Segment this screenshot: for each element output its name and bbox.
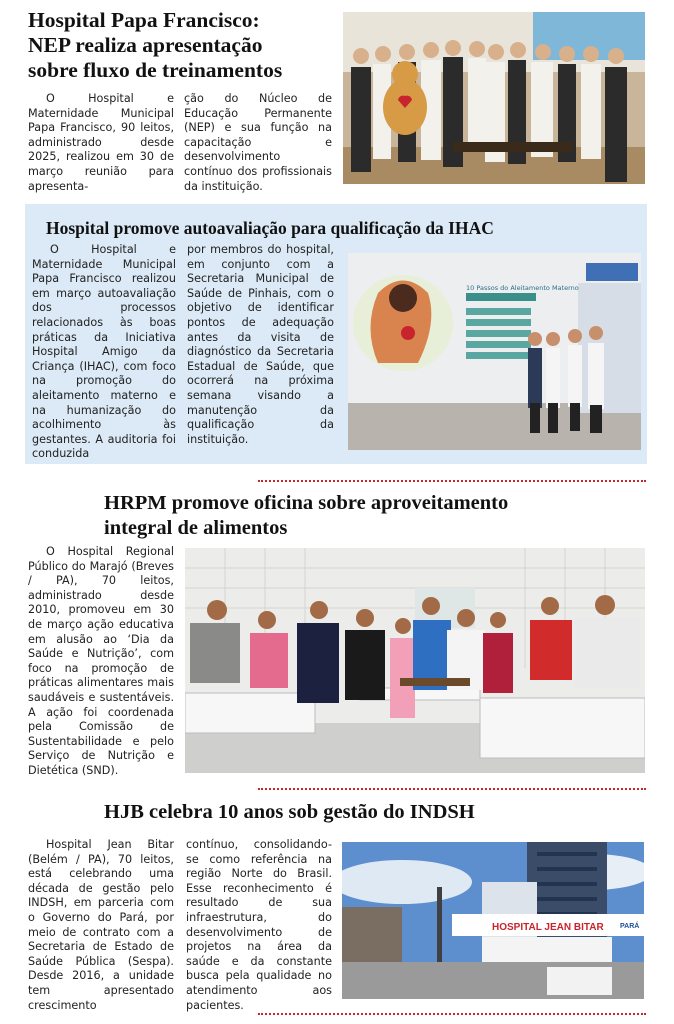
article4-title: HJB celebra 10 anos sob gestão do INDSH (104, 801, 475, 823)
article4-sign-brand: PARÁ (620, 923, 640, 930)
article4-divider (258, 1013, 646, 1015)
article2-divider (258, 480, 646, 482)
article3-title (104, 491, 644, 541)
article3-title-line1: HRPM promove oficina sobre aproveitamento (104, 492, 509, 514)
article2-title: Hospital promove autoavaliação para qualificação da IHAC (46, 218, 494, 238)
article2-text-col2: por membros do hospital, em conjunto com a Secretaria Municipal de Saúde de Pinhais, com o objetivo de identificar pontos de adequação antes da visita de diagnóstico da Secretaria Estadual de Saúde, que ocorrerá na próxima semana visando a manutenção da qualificação da instituição. (187, 243, 334, 446)
article2-text-col1: O Hospital e Maternidade Municipal Papa Francisco realizou em março autoavaliação dos processos relacionados às boas práticas da Iniciativa Hospital Amigo da Criança (IHAC), com foco na promoção do aleitamento materno e na humanização do acolhimento às gestantes. A auditoria foi conduzida (32, 243, 176, 461)
article1-title (28, 8, 338, 83)
article3-divider (258, 788, 646, 790)
article1-title-line3: sobre fluxo de treinamentos (28, 58, 283, 82)
article1-title-line2: NEP realiza apresentação (28, 33, 263, 57)
article4-text-col1: Hospital Jean Bitar (Belém / PA), 70 leitos, está celebrando uma década de gestão pelo INDSH, em parceria com o Governo do Pará, por meio de contrato com a Secretaria de Estado de Saúde Pública (Sespa). Desde 2016, a unidade tem apresentado crescimento (28, 838, 174, 1012)
article3-photo-workshop (185, 548, 645, 773)
article2-photo-ihac (348, 253, 641, 450)
article1-title-line1: Hospital Papa Francisco: (28, 8, 260, 32)
article1-text-col2: ção do Núcleo de Educação Permanente (NEP) e sua função na capacitação e desenvolvimento contínuo dos profissionais da instituição. (184, 92, 332, 193)
article3-title-line2: integral de alimentos (104, 517, 288, 539)
article1-text-col1: O Hospital e Maternidade Municipal Papa Francisco, 90 leitos, administrado desde 2025, realizou em 30 de março reunião para apresenta- (28, 92, 174, 193)
article4-text-col2: contínuo, consolidando-se como referência na região Norte do Brasil. Esse reconhecimento é resultado de sua infraestrutura, do desenvolvimento de projetos na área da saúde e da constante busca pela qualidade no atendimento aos pacientes. (186, 838, 332, 1012)
article3-text-col1: O Hospital Regional Público do Marajó (Breves / PA), 70 leitos, administrado desde 2010, promoveu em 30 de março ação educativa em alusão ao ‘Dia da Saúde e Nutrição’, com foco na promoção de práticas alimentares mais saudáveis e sustentáveis. A ação foi coordenada pela Comissão de Sustentabilidade e pelo Serviço de Nutrição e Dietética (SND). (28, 545, 174, 777)
article2-wall-title: 10 Passos do Aleitamento Materno (466, 284, 579, 292)
article1-photo-team (343, 12, 645, 184)
article4-sign-text: HOSPITAL JEAN BITAR (492, 922, 604, 933)
article4-photo-hospital (342, 842, 644, 999)
